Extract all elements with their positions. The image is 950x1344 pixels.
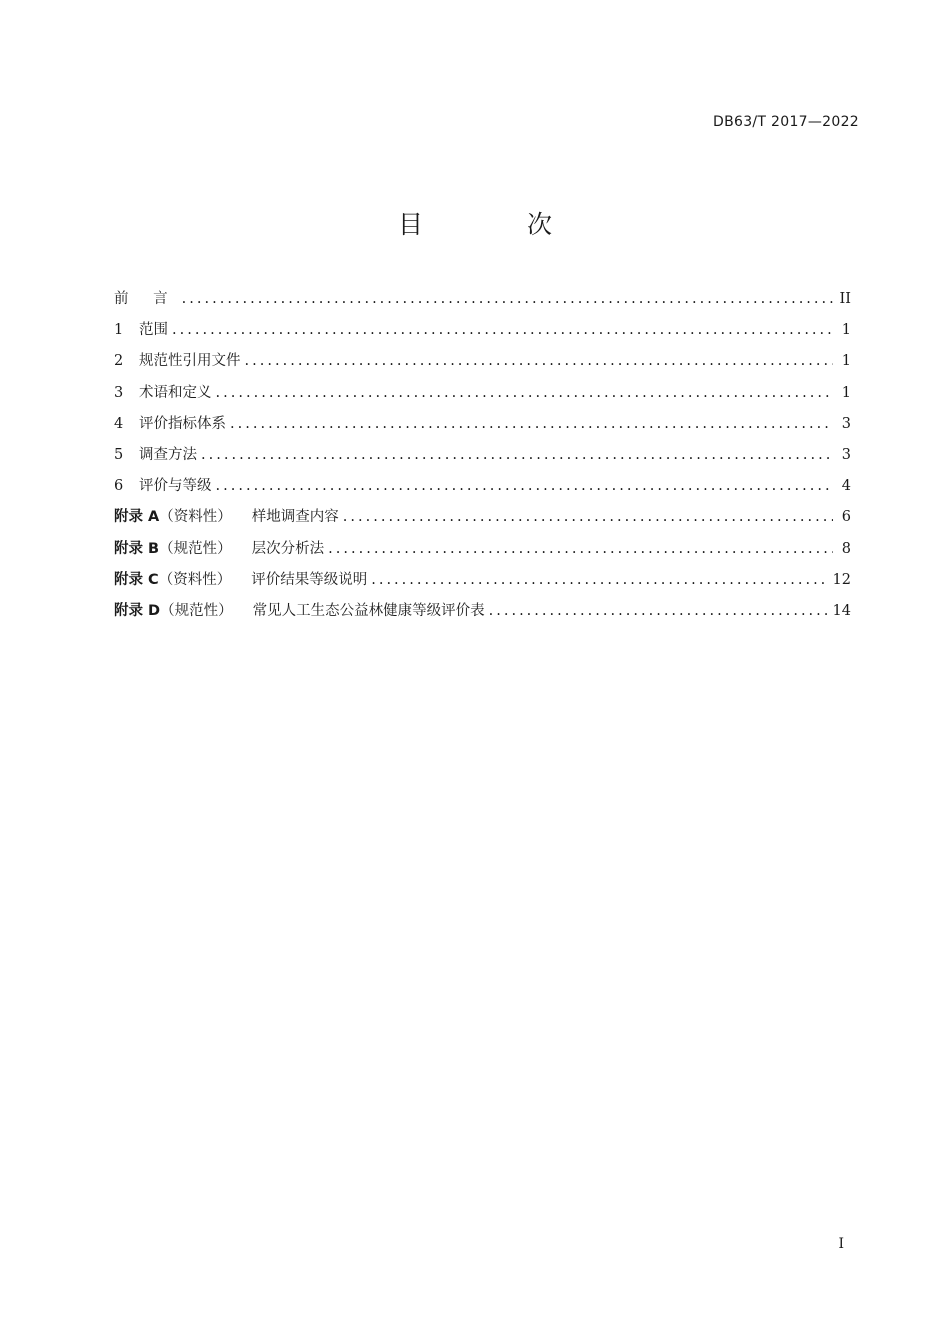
dot-leader: [172, 322, 833, 338]
table-of-contents: [114, 287, 851, 630]
toc-entry-label: 范围: [139, 322, 168, 339]
toc-entry-label: 前 言: [114, 291, 178, 307]
toc-entry-number: 2: [114, 353, 124, 370]
toc-entry-page: II: [839, 291, 851, 307]
toc-entry-appendix-d[interactable]: [114, 599, 851, 630]
appendix-type: （规范性）: [159, 540, 232, 557]
toc-entry-page: 4: [841, 478, 851, 495]
toc-entry-label: 调查方法: [139, 446, 197, 463]
toc-entry-label: 评价指标体系: [139, 415, 226, 432]
document-code: DB63/T 2017—2022: [713, 114, 859, 130]
dot-leader: [182, 291, 833, 307]
toc-entry-label: 常见人工生态公益林健康等级评价表: [252, 602, 485, 619]
toc-entry-survey-methods[interactable]: [114, 443, 851, 474]
toc-title: 目 次: [398, 210, 600, 239]
toc-entry-page: 1: [841, 353, 851, 370]
toc-entry-normative-references[interactable]: [114, 349, 851, 380]
toc-entry-label: 术语和定义: [139, 384, 212, 401]
toc-entry-number: 6: [114, 478, 124, 495]
toc-entry-terms-definitions[interactable]: [114, 381, 851, 412]
dot-leader: [371, 572, 826, 588]
dot-leader: [489, 603, 827, 619]
dot-leader: [216, 385, 834, 401]
toc-entry-evaluation-grades[interactable]: [114, 474, 851, 505]
dot-leader: [201, 447, 833, 463]
appendix-type: （资料性）: [158, 571, 232, 588]
dot-leader: [343, 509, 833, 525]
dot-leader: [245, 353, 834, 369]
appendix-prefix: 附录 C: [114, 571, 159, 588]
toc-entry-number: 4: [114, 415, 124, 432]
toc-entry-number: 3: [114, 384, 124, 401]
toc-entry-page: 1: [841, 384, 851, 401]
toc-entry-page: 8: [841, 540, 851, 557]
dot-leader: [216, 478, 834, 494]
toc-entry-label: 评价结果等级说明: [251, 571, 368, 588]
toc-entry-page: 12: [832, 571, 851, 588]
toc-entry-number: 5: [114, 446, 124, 463]
toc-entry-page: 1: [841, 322, 851, 339]
appendix-prefix: 附录 A: [114, 509, 160, 526]
toc-entry-label: 评价与等级: [139, 478, 212, 495]
appendix-type: （规范性）: [160, 602, 233, 619]
appendix-prefix: 附录 D: [114, 602, 161, 619]
toc-entry-appendix-c[interactable]: [114, 568, 851, 599]
toc-entry-label: 样地调查内容: [251, 509, 339, 526]
toc-entry-page: 3: [841, 415, 851, 432]
toc-entry-label: 层次分析法: [251, 540, 325, 557]
page-number: I: [838, 1236, 844, 1252]
toc-entry-label: 规范性引用文件: [139, 353, 241, 370]
appendix-prefix: 附录 B: [114, 540, 160, 557]
dot-leader: [328, 541, 833, 557]
toc-entry-evaluation-index-system[interactable]: [114, 412, 851, 443]
toc-entry-page: 14: [832, 602, 851, 619]
toc-entry-appendix-b[interactable]: [114, 537, 851, 568]
toc-entry-foreword[interactable]: [114, 287, 851, 318]
toc-entry-appendix-a[interactable]: [114, 505, 851, 536]
toc-entry-number: 1: [114, 322, 124, 339]
toc-entry-scope[interactable]: [114, 318, 851, 349]
toc-entry-page: 6: [841, 509, 851, 526]
dot-leader: [230, 416, 833, 432]
appendix-type: （资料性）: [159, 509, 232, 526]
toc-entry-page: 3: [841, 446, 851, 463]
